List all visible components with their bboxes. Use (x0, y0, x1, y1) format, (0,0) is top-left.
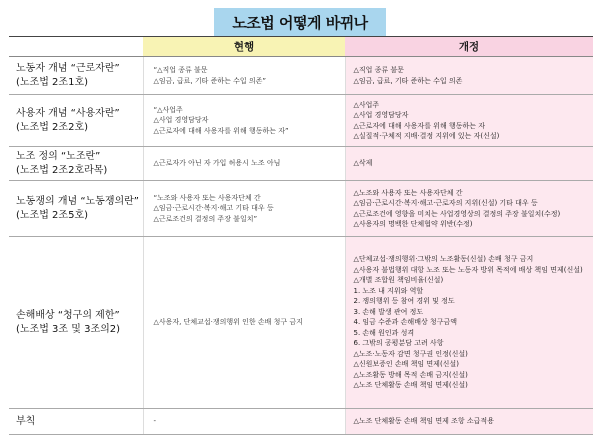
table-row (9, 147, 593, 181)
row-label (9, 237, 143, 409)
current-cell (143, 147, 345, 181)
row-label-line: 노조 정의 “노조란” (16, 150, 101, 162)
revised-cell-line: 4. 임금 수준과 손해배상 청구금액 (353, 318, 457, 327)
current-cell-line: - (153, 417, 157, 426)
revised-cell-line: △신원보증인 손배 책임 면제(신설) (353, 360, 459, 369)
revised-cell-line: △임금, 급료, 기타 준하는 수입 의존 (353, 76, 463, 85)
revised-cell-line: △근로조건에 영향을 미치는 사업경영상의 결정의 주장 불일치(수정) (353, 209, 561, 218)
current-cell (143, 181, 345, 237)
row-label-line: 부칙 (16, 415, 36, 427)
revised-cell-line: △단체교섭·쟁의행위·그밖의 노조활동(신설) 손배 청구 금지 (353, 255, 534, 264)
revised-cell-line: 3. 손해 발생 관여 정도 (353, 307, 424, 316)
revised-cell-line: △노조 단체활동 손배 책임 면제(신설) (353, 381, 468, 390)
current-cell-line: △임금·근로시간·복지·해고 기타 대우 등 (153, 204, 274, 213)
revised-cell-line: △노조 단체활동 손배 책임 면제 조항 소급적용 (353, 417, 494, 426)
revised-cell (345, 147, 593, 181)
revised-cell-line: △삭제 (353, 159, 373, 168)
revised-cell (345, 181, 593, 237)
row-label (9, 57, 143, 95)
row-label-line: (노조법 3조 및 3조의2) (16, 323, 121, 335)
current-cell-line: △사업 경영담당자 (153, 116, 209, 125)
row-label-line: (노조법 2조2호라목) (16, 164, 108, 176)
current-cell (143, 237, 345, 409)
revised-cell-line: △근로자에 대해 사용자를 위해 행동하는 자 (353, 121, 485, 130)
revised-cell-line: △실질적·구체적 지배·결정 지위에 있는 자(신설) (353, 132, 500, 140)
revised-cell-line: △사업 경영담당자 (353, 111, 409, 119)
header-current: 현행 (143, 37, 345, 57)
current-cell (143, 409, 345, 435)
current-cell-line: “노조와 사용자 또는 사용자단체 간 (153, 193, 261, 202)
current-cell (143, 57, 345, 95)
revised-cell-line: 1. 노조 내 지위와 역할 (353, 286, 424, 295)
revised-cell-line: △사용자의 명백한 단체협약 위반(수정) (353, 220, 473, 228)
revised-cell (345, 57, 593, 95)
row-label (9, 147, 143, 181)
current-cell-line: △근로자에 대해 사용자를 위해 행동하는 자” (153, 126, 289, 135)
row-label (9, 95, 143, 147)
row-label-line: 노동쟁의 개념 “노동쟁의란” (16, 195, 139, 207)
table-row (9, 409, 593, 435)
current-cell-line: “△직업 종류 불문 (153, 66, 208, 74)
page-title: 노조법 어떻게 바뀌나 (214, 8, 385, 37)
current-cell-line: △근로조건의 결정의 주장 불일치” (153, 214, 258, 223)
current-cell-line: △임금, 급료, 기타 준하는 수입 의존” (153, 76, 266, 85)
row-label-line: (노조법 2조1호) (16, 76, 89, 88)
row-label-line: 사용자 개념 “사용자란” (16, 107, 120, 119)
table-row (9, 95, 593, 147)
row-label-line: (노조법 2조2호) (16, 121, 89, 133)
row-label (9, 409, 143, 435)
revised-cell-line: △직업 종류 불문 (353, 66, 404, 74)
revised-cell-line: 2. 쟁의행위 등 참여 경위 및 정도 (353, 297, 455, 306)
header-blank (9, 37, 143, 57)
revised-cell-line: △개별 조합원 책임비율(신설) (353, 276, 444, 285)
current-cell-line: △근로자가 아닌 자 가입 허용시 노조 아님 (153, 159, 281, 168)
table-row (9, 237, 593, 409)
revised-cell (345, 95, 593, 147)
revised-cell-line: △사용자 불법행위 대항 노조 또는 노동자 방위 목적에 배상 책임 면제(신설) (353, 265, 583, 274)
revised-cell-line: △사업주 (353, 100, 380, 109)
revised-cell-line: △임금·근로시간·복지·해고·근로자의 지위(신설) 기타 대우 등 (353, 199, 538, 207)
current-cell-line: △사용자, 단체교섭·쟁의행위 인한 손배 청구 금지 (153, 318, 303, 327)
table-header-row (9, 37, 593, 57)
row-label-line: 손해배상 “청구의 제한” (16, 309, 120, 321)
revised-cell-line: △노조와 사용자 또는 사용자단체 간 (353, 188, 463, 197)
revised-cell-line: △노조·노동자 감면 청구권 인정(신설) (353, 349, 468, 358)
header-revised: 개정 (345, 37, 593, 57)
comparison-table (9, 36, 593, 435)
revised-cell-line: 6. 그밖의 공평분담 고려 사항 (353, 339, 444, 348)
table-row (9, 181, 593, 237)
current-cell (143, 95, 345, 147)
row-label-line: (노조법 2조5호) (16, 209, 89, 221)
revised-cell (345, 237, 593, 409)
revised-cell (345, 409, 593, 435)
row-label (9, 181, 143, 237)
row-label-line: 노동자 개념 “근로자란” (16, 62, 120, 74)
table-row (9, 57, 593, 95)
current-cell-line: “△사업주 (153, 105, 183, 114)
revised-cell-line: △노조활동 방해 목적 손배 금지(신설) (353, 370, 468, 379)
revised-cell-line: 5. 손해 원인과 성격 (353, 328, 415, 337)
